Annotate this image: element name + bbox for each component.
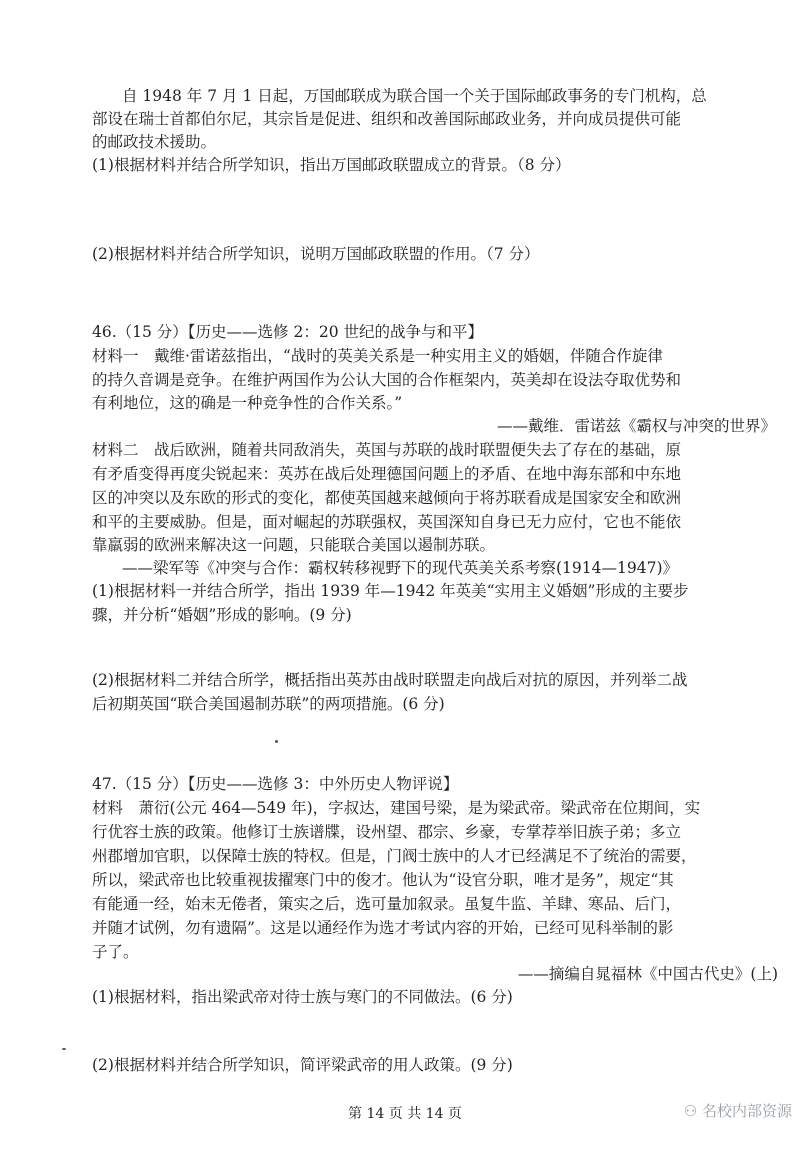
q47-title: 47.（15 分）【历史——选修 3：中外历史人物评说】 — [92, 775, 459, 793]
q46-sub1-line: 骤，并分析“婚姻”形成的影响。(9 分) — [92, 606, 352, 624]
q45-passage-line: 部设在瑞士首都伯尔尼，其宗旨是促进、组织和改善国际邮政业务，并向成员提供可能 — [92, 110, 682, 128]
q46-material2-line: 区的冲突以及东欧的形式的变化，都使英国越来越倾向于将苏联看成是国家安全和欧洲 — [92, 489, 682, 507]
q46-title: 46.（15 分）【历史——选修 2：20 世纪的战争与和平】 — [92, 323, 483, 341]
q47-material-line: 有能通一经，始末无倦者，策实之后，选可量加叙录。虽复牛监、羊肆、寒品、后门， — [92, 895, 682, 913]
q45-sub2: (2)根据材料并结合所学知识，说明万国邮政联盟的作用。（7 分） — [92, 245, 540, 263]
page-footer: 第 14 页 共 14 页 — [348, 1106, 462, 1122]
q46-material2-line: 材料二 战后欧洲，随着共同敌消失，英国与苏联的战时联盟便失去了存在的基础，原 — [92, 441, 682, 459]
q46-material1-source: ——戴维．雷诺兹《霸权与冲突的世界》 — [496, 417, 776, 435]
q46-material2-line: 靠羸弱的欧洲来解决这一问题，只能联合美国以遏制苏联。 — [92, 536, 496, 554]
q47-material-line: 行优容士族的政策。他修订士族谱牒，设州望、郡宗、乡豪，专掌荐举旧族子弟；多立 — [92, 823, 682, 841]
scan-speck — [62, 1048, 66, 1050]
q47-material-line: 并随才试例，勿有遗隔”。这是以通经作为选才考试内容的开始，已经可见科举制的影 — [92, 919, 674, 937]
q47-material-line: 材料 萧衍(公元 464—549 年)，字叔达，建国号梁，是为梁武帝。梁武帝在位期间，实 — [92, 799, 701, 817]
watermark-text: 名校内部资源 — [701, 1102, 792, 1120]
q46-material1-line: 材料一 戴维·雷诺兹指出，“战时的英美关系是一种实用主义的婚姻，伴随合作旋律 — [92, 347, 663, 365]
q45-sub1: (1)根据材料并结合所学知识，指出万国邮政联盟成立的背景。（8 分） — [92, 156, 571, 174]
q47-material-line: 所以，梁武帝也比较重视拔擢寒门中的俊才。他认为“设官分职，唯才是务”，规定“其 — [92, 871, 674, 889]
q46-material1-line: 有利地位，这的确是一种竞争性的合作关系。” — [92, 394, 403, 412]
q46-sub2-line: (2)根据材料二并结合所学，概括指出英苏由战时联盟走向战后对抗的原因，并列举二战 — [92, 671, 688, 689]
scan-speck — [275, 740, 278, 743]
q47-sub2: (2)根据材料并结合所学知识，简评梁武帝的用人政策。(9 分) — [92, 1056, 513, 1074]
q47-sub1: (1)根据材料，指出梁武帝对待士族与寒门的不同做法。(6 分) — [92, 988, 513, 1006]
q46-material2-line: 和平的主要威胁。但是，面对崛起的苏联强权，英国深知自身已无力应付，它也不能依 — [92, 513, 682, 531]
q46-material1-line: 的持久音调是竞争。在维护两国作为公认大国的合作框架内，英美却在设法夺取优势和 — [92, 371, 682, 389]
q45-passage-line: 的邮政技术援助。 — [92, 133, 217, 151]
q46-material2-line: 有矛盾变得再度尖锐起来：英苏在战后处理德国问题上的矛盾、在地中海东部和中东地 — [92, 465, 682, 483]
q45-passage-line: 自 1948 年 7 月 1 日起，万国邮联成为联合国一个关于国际邮政事务的专门机构，总 — [122, 87, 707, 105]
q47-material-line: 子了。 — [92, 943, 139, 961]
q47-material-source: ——摘编自晁福林《中国古代史》(上) — [517, 965, 778, 983]
watermark — [684, 1100, 792, 1121]
q46-material2-source: ——梁军等《冲突与合作：霸权转移视野下的现代英美关系考察(1914—1947)》 — [122, 559, 678, 577]
q47-material-line: 州郡增加官职，以保障士族的特权。但是，门阀士族中的人才已经满足不了统治的需要， — [92, 847, 697, 865]
q46-sub2-line: 后初期英国“联合美国遏制苏联”的两项措施。(6 分) — [92, 695, 445, 713]
q46-sub1-line: (1)根据材料一并结合所学，指出 1939 年—1942 年英美“实用主义婚姻”形成的主要步 — [92, 582, 689, 600]
wechat-icon: ⚇ — [683, 1102, 702, 1120]
